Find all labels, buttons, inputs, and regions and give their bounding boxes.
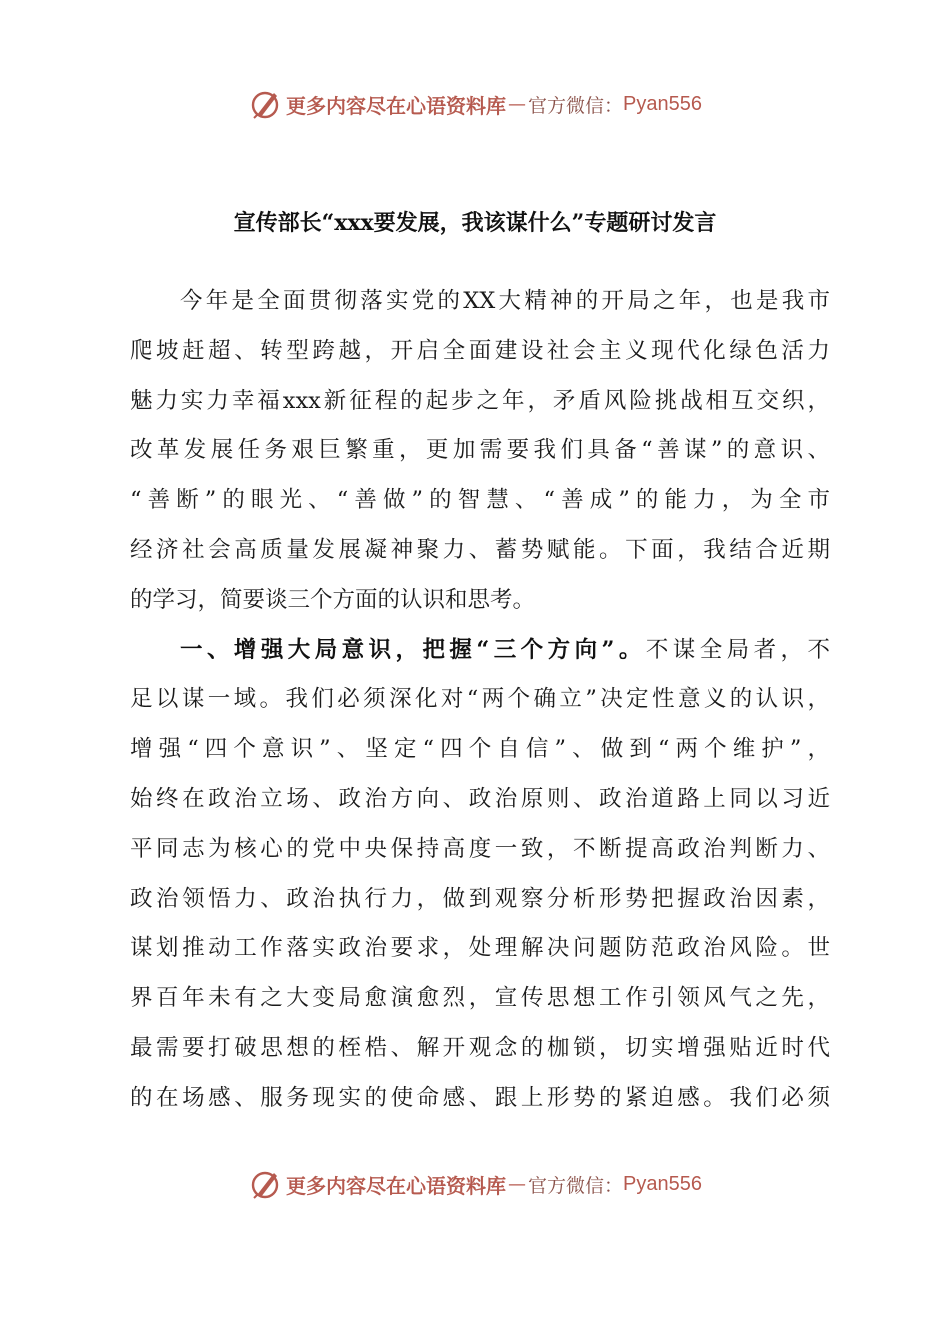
paragraph-1-line: 经济社会高质量发展凝神聚力、蓄势赋能。下面，我结合近期 bbox=[130, 536, 830, 563]
paragraph-1-line: “善断”的眼光、“善做”的智慧、“善成”的能力，为全市 bbox=[130, 487, 830, 514]
paragraph-2-line: 的在场感、服务现实的使命感、跟上形势的紧迫感。我们必须 bbox=[130, 1084, 830, 1111]
paragraph-2-line: 始终在政治立场、政治方向、政治原则、政治道路上同以习近 bbox=[130, 785, 830, 812]
section-heading: 一、增强大局意识，把握“三个方向”。 bbox=[180, 636, 646, 663]
paragraph-1-line: 今年是全面贯彻落实党的XX大精神的开局之年，也是我市 bbox=[180, 288, 830, 314]
banner-brand-text: 更多内容尽在心语资料库 bbox=[286, 93, 506, 118]
paragraph-1-line: 魅力实力幸福xxx新征程的起步之年，矛盾风险挑战相互交织， bbox=[130, 387, 830, 414]
paragraph-2-line: 足以谋一域。我们必须深化对“两个确立”决定性意义的认识， bbox=[130, 686, 830, 713]
banner-wechat-id: Pyan556 bbox=[623, 92, 702, 115]
banner-contact-label: 官方微信： bbox=[528, 1174, 624, 1197]
footer-watermark-banner bbox=[0, 1164, 950, 1204]
paragraph-2-line: 平同志为核心的党中央保持高度一致，不断提高政治判断力、 bbox=[130, 835, 830, 862]
banner-wechat-id: Pyan556 bbox=[623, 1172, 702, 1195]
paragraph-2-first-line bbox=[130, 626, 830, 676]
document-body bbox=[130, 277, 830, 1124]
document-title: 宣传部长“xxx要发展，我该谋什么”专题研讨发言 bbox=[233, 210, 717, 236]
paragraph-1-line: 改革发展任务艰巨繁重，更加需要我们具备“善谋”的意识、 bbox=[130, 437, 830, 464]
banner-dash: — bbox=[508, 1173, 526, 1195]
banner-contact-label: 官方微信： bbox=[528, 94, 624, 117]
paragraph-1-line: 爬坡赶超、转型跨越，开启全面建设社会主义现代化绿色活力 bbox=[130, 337, 830, 364]
banner-brand-text: 更多内容尽在心语资料库 bbox=[286, 1173, 506, 1198]
banner-dash: — bbox=[508, 93, 526, 115]
quill-pen-logo-icon bbox=[248, 1167, 282, 1201]
header-watermark-banner bbox=[0, 84, 950, 124]
paragraph-2-line: 谋划推动工作落实政治要求，处理解决问题防范政治风险。世 bbox=[130, 935, 830, 962]
paragraph-2-line: 界百年未有之大变局愈演愈烈，宣传思想工作引领风气之先， bbox=[130, 985, 830, 1012]
paragraph-2-line-rest: 不谋全局者，不 bbox=[645, 636, 830, 663]
quill-pen-logo-icon bbox=[248, 87, 282, 121]
paragraph-2-line: 最需要打破思想的桎梏、解开观念的枷锁，切实增强贴近时代 bbox=[130, 1034, 830, 1061]
paragraph-2-line: 政治领悟力、政治执行力，做到观察分析形势把握政治因素， bbox=[130, 885, 830, 912]
paragraph-1-line: 的学习，简要谈三个方面的认识和思考。 bbox=[130, 586, 536, 613]
paragraph-2-line: 增强“四个意识”、坚定“四个自信”、做到“两个维护”， bbox=[130, 736, 830, 763]
